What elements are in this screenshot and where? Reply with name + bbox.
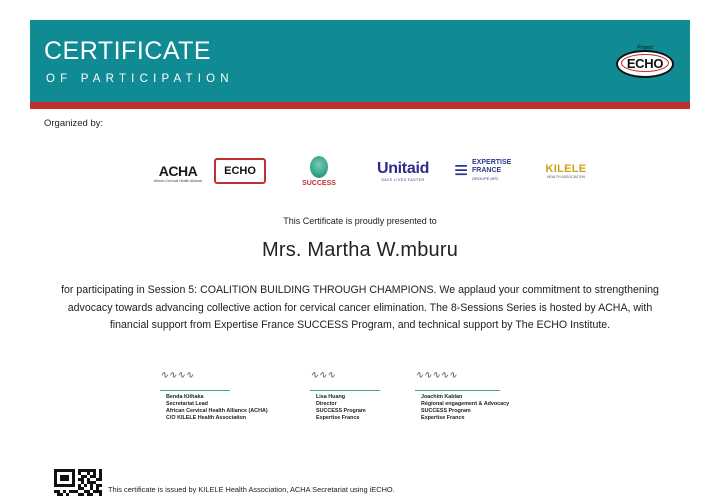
expertise-france-logo [454, 133, 534, 209]
kilele-logo-subtext: HEALTH ASSOCIATION [547, 175, 585, 179]
qr-cell [60, 493, 63, 496]
certificate-header [30, 20, 690, 102]
signatory-2-name: Lisa Huang [316, 394, 346, 400]
signature-2-line [310, 390, 380, 391]
kilele-logo [542, 133, 590, 209]
success-logo-text: SUCCESS [302, 179, 336, 187]
signatory-1-role: Secretariat Lead [166, 401, 208, 407]
certificate-subtitle: OF PARTICIPATION [46, 73, 234, 85]
echo-partner-logo-text: ECHO [214, 158, 266, 184]
qr-code-icon [54, 469, 102, 497]
acha-logo [146, 133, 210, 209]
signatory-2-org2: Expertise France [316, 415, 360, 421]
expertise-france-line1: EXPERTISE [472, 159, 512, 166]
qr-cell [99, 484, 102, 487]
footer-issuer-text: This certificate is issued by KILELE Health Association, ACHA Secretariat using iECHO. [108, 485, 395, 494]
signatory-3-role: Régional engagement & Advocacy [421, 401, 510, 407]
qr-cell [84, 484, 87, 487]
qr-cell [66, 493, 69, 496]
signatory-1-org2: C/O KILELE Health Association [166, 415, 247, 421]
kilele-logo-text: KILELE [545, 163, 587, 175]
unitaid-logo-tagline: SAVE LIVES FASTER [381, 178, 425, 182]
signature-3-line [415, 390, 500, 391]
qr-cell [90, 493, 93, 496]
expertise-france-group: GROUPE AFD [472, 176, 499, 181]
signature-2-scribble: ∿∿∿ [310, 370, 336, 381]
acha-logo-text: ACHA [158, 163, 198, 179]
expertise-france-mark-icon: ≡ [454, 157, 469, 184]
signatory-1-org: African Cervical Health Alliance (ACHA) [166, 408, 268, 414]
signature-1-line [160, 390, 230, 391]
signatory-2-org: SUCCESS Program [316, 408, 366, 414]
echo-logo-text: ECHO [626, 56, 664, 71]
organized-by-label: Organized by: [44, 118, 104, 129]
signatory-3-org2: Expertise France [421, 415, 465, 421]
signature-1 [150, 368, 290, 438]
qr-cell [99, 478, 102, 481]
acha-logo-subtext: African Cervical Health Alliance [153, 179, 203, 183]
success-logo [292, 133, 346, 209]
signatory-1-name: Benda Kithaka [166, 394, 204, 400]
signatures-block [150, 368, 570, 438]
signature-2-details [316, 394, 366, 422]
signature-3-details [421, 394, 509, 422]
signatory-2-role: Director [316, 401, 337, 407]
certificate-title: CERTIFICATE [44, 37, 212, 65]
signature-1-details [166, 394, 268, 422]
success-globe-icon [310, 156, 328, 178]
echo-partner-logo [212, 133, 268, 209]
partner-logos-strip [118, 133, 602, 209]
header-accent-stripe [30, 102, 690, 109]
qr-cell [81, 493, 84, 496]
unitaid-logo-text: Unitaid [376, 160, 430, 177]
expertise-france-wordmark [472, 159, 511, 183]
unitaid-logo [362, 133, 444, 209]
expertise-france-line2: FRANCE [472, 167, 502, 174]
signatory-3-org: SUCCESS Program [421, 408, 471, 414]
qr-cell [72, 484, 75, 487]
presented-to-text: This Certificate is proudly presented to [283, 216, 437, 226]
qr-cell [66, 478, 69, 481]
recipient-name: Mrs. Martha W.mburu [261, 239, 459, 261]
qr-cell [99, 493, 102, 496]
project-echo-logo [616, 45, 676, 80]
signature-1-scribble: ∿∿∿∿ [160, 370, 194, 381]
signature-3 [405, 368, 545, 438]
signatory-3-name: Joachim Kablan [421, 394, 463, 400]
echo-project-label: Project [637, 45, 653, 51]
signature-3-scribble: ∿∿∿∿∿ [415, 370, 457, 381]
certificate-body-text: for participating in Session 5: COALITION BUILDING THROUGH CHAMPIONS. We applaud your commitment to strengthening advocacy towards advancing collective action for cervical cancer elimination. The 8-Sessions Series is hosted by ACHA, with financial support from Expertise France SUCCESS Program, and technical support by The ECHO Institute. [61, 284, 659, 332]
